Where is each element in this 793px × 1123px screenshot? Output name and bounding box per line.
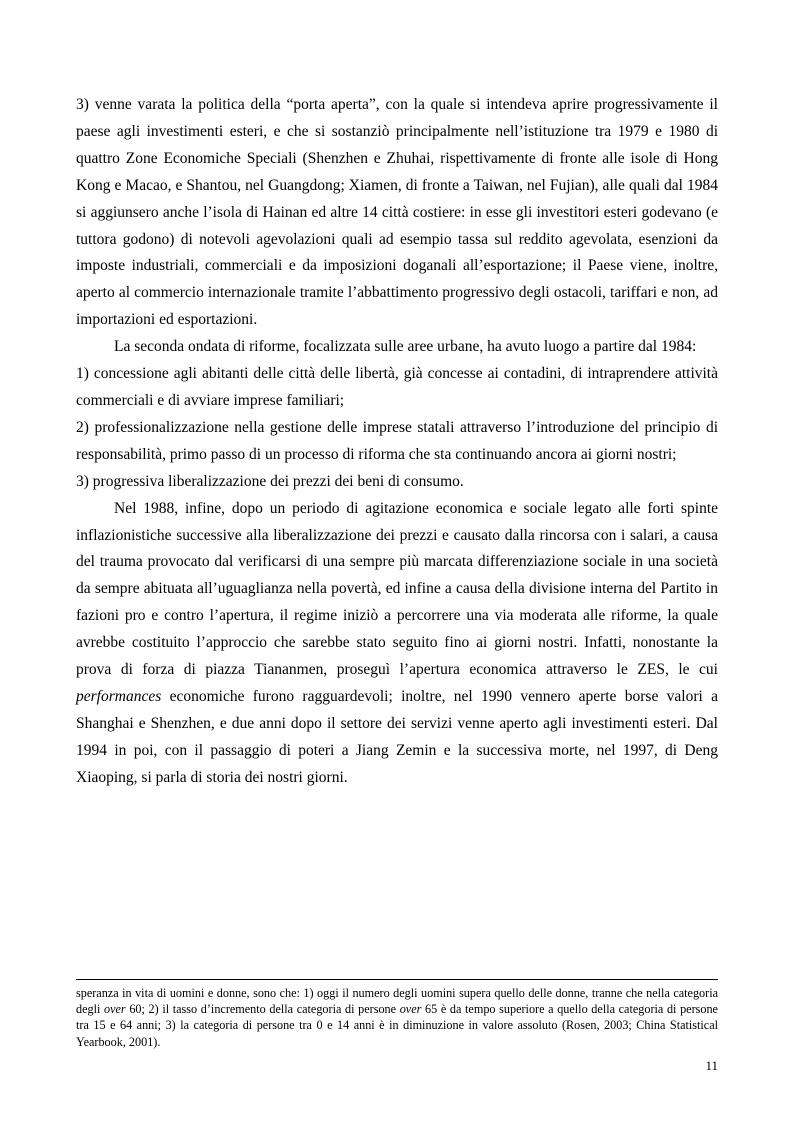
footnote-part3: 65 è da tempo superiore a quello della categoria di persone tra 15 e 64 anni; 3) la categoria di persone tra 0 e 14 anni è in diminuzione in valore assoluto (Rosen, 2003; China Statistical Yearbook, 2001).	[76, 1002, 718, 1049]
paragraph-second-wave: La seconda ondata di riforme, focalizzata sulle aree urbane, ha avuto luogo a partire dal 1984:	[114, 338, 697, 356]
list-item-2: 2) professionalizzazione nella gestione delle imprese statali attraverso l’introduzione del principio di responsabilità, primo passo di un processo di riforma che sta continuando ancora ai giorni nostri;	[76, 418, 718, 463]
emphasis-performances: performances	[76, 687, 162, 705]
footnote-part1: speranza in vita di uomini e donne, sono che: 1) oggi il numero degli uomini supera quello delle donne, tranne che nella categoria degli	[76, 986, 718, 1017]
footnote	[76, 985, 718, 1050]
paragraph-1988-part2: economiche furono ragguardevoli; inoltre, nel 1990 vennero aperte borse valori a Shanghai e Shenzhen, e due anni dopo il settore dei servizi venne aperto agli investimenti esteri. Dal 1994 in poi, con il passaggio di poteri a Jiang Zemin e la successiva morte, nel 1997, di Deng Xiaoping, si parla di storia dei nostri giorni.	[76, 687, 718, 786]
list-item-1: 1) concessione agli abitanti delle città delle libertà, già concesse ai contadini, di intraprendere attività commerciali e di avviare imprese familiari;	[76, 365, 718, 409]
page-number: 11	[705, 1058, 718, 1073]
main-text	[76, 92, 718, 792]
footnote-emphasis-over-65: over	[399, 1002, 422, 1017]
paragraph-1988-part1: Nel 1988, infine, dopo un periodo di agitazione economica e sociale legato alle forti spinte inflazionistiche successive alla liberalizzazione dei prezzi e causato dalla rincorsa con i salari, a causa del trauma provocato dal verificarsi di una sempre più marcata differenziazione sociale in una società da sempre abituata all’uguaglianza nella povertà, ed infine a causa della divisione interna del Partito in fazioni pro e contro l’apertura, il regime iniziò a percorrere una via moderata alle riforme, la quale avrebbe costituito l’approccio che sarebbe stato seguito fino ai giorni nostri. Infatti, nonostante la prova di forza di piazza Tiananmen, proseguì l’apertura economica attraverso le ZES, le cui	[76, 499, 718, 679]
footnote-part2: 60; 2) il tasso d’incremento della categoria di persone	[125, 1002, 400, 1017]
list-item-3: 3) progressiva liberalizzazione dei prezzi dei beni di consumo.	[76, 472, 464, 490]
footnote-divider	[76, 979, 718, 980]
paragraph-1988	[76, 496, 718, 792]
footnote-emphasis-over-60: over	[104, 1002, 126, 1017]
paragraph-open-door-policy: 3) venne varata la politica della “porta aperta”, con la quale si intendeva aprire progressivamente il paese agli investimenti esteri, e che si sostanziò principalmente nell’istituzione tra 1979 e 1980 di quattro Zone Economiche Speciali (Shenzhen e Zhuhai, rispettivamente di fronte alle isole di Hong Kong e Macao, e Shantou, nel Guangdong; Xiamen, di fronte a Taiwan, nel Fujian), alle quali dal 1984 si aggiunsero anche l’isola di Hainan ed altre 14 città costiere: in esse gli investitori esteri godevano (e tuttora godono) di notevoli agevolazioni quali ad esempio tassa sul reddito agevolata, esenzioni da imposte industriali, commerciali e da imposizioni doganali all’esportazione; il Paese viene, inoltre, aperto al commercio internazionale tramite l’abbattimento progressivo degli ostacoli, tariffari e non, ad importazioni ed esportazioni.	[76, 96, 718, 329]
